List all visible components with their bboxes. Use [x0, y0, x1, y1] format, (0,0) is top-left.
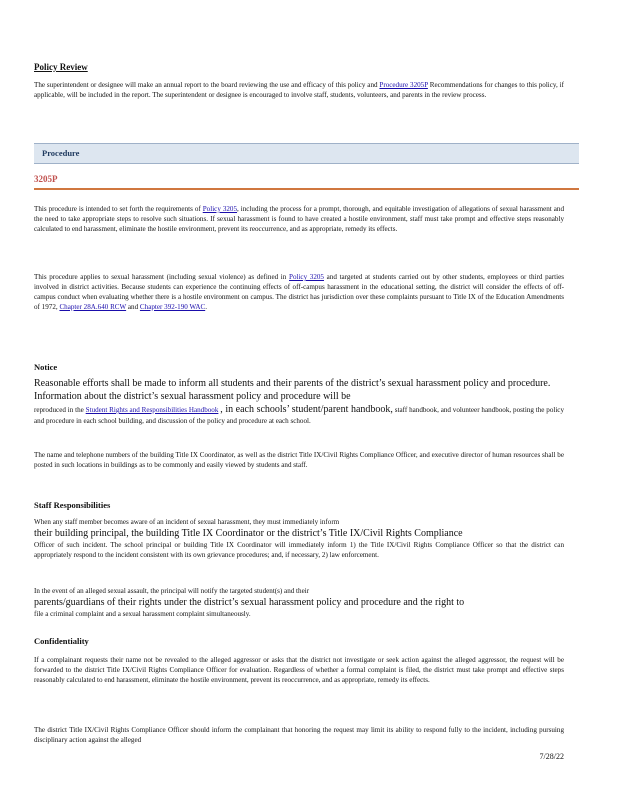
rcw-chapter-link[interactable]: Chapter 28A.640 RCW	[59, 303, 127, 311]
confidentiality-heading: Confidentiality	[34, 636, 89, 646]
policy-review-heading: Policy Review	[34, 62, 88, 72]
policy-review-paragraph: The superintendent or designee will make an annual report to the board reviewing the use and efficacy of this policy and Procedure 3205P Recommendations for changes to this policy, if applicable, will be included in the report. The superintendent or designee is encouraged to involve staff, students, volunteers, and parents in the review process.	[34, 81, 564, 99]
intro-paragraph-2: This procedure applies to sexual harassment (including sexual violence) as defined in Policy 3205 and targeted at students carried out by other students, employees or third parties involved in district activities. Because students can experience the continuing effects of off-campus harassment in the educational setting, the district will consider the effects of off-campus conduct when evaluating whether there is a hostile environment on campus. The district has jurisdiction over these complaints pursuant to Title IX of the Education Amendments of 1972, Chapter 28A.640 RCW and Chapter 392-190 WAC.	[34, 273, 564, 311]
procedure-bar-label: Procedure	[42, 148, 80, 158]
procedure-code-heading: 3205P	[34, 174, 58, 184]
intro-paragraph-1: This procedure is intended to set forth the requirements of Policy 3205, including the process for a prompt, thorough, and equitable investigation of allegations of sexual harassment and the need to take appropriate steps to resolve such situations. If sexual harassment is found to have created a hostile environment, staff must take prompt and effective steps reasonably calculated to end harassment, eliminate the hostile environment, prevent its reoccurrence, and as appropriate, remedy its effects.	[34, 205, 564, 233]
policy-3205-link-2[interactable]: Policy 3205	[289, 273, 324, 281]
notice-paragraph-2: The name and telephone numbers of the building Title IX Coordinator, as well as the district Title IX/Civil Rights Compliance Officer, and executive director of human resources shall be posted in such locations in buildings as to be commonly and easily viewed by students and staff.	[34, 451, 564, 469]
procedure-link[interactable]: Procedure 3205P	[379, 81, 428, 89]
staff-responsibilities-heading: Staff Responsibilities	[34, 500, 111, 510]
staff-paragraph-1: When any staff member becomes aware of an incident of sexual harassment, they must immediately inform their building principal, the building Title IX Coordinator or the district’s Title IX/Civil Rights Compliance Officer of such incident. The school principal or building Title IX Coordinator will immediately inform 1) the Title IX/Civil Rights Compliance Officer so that the district can appropriately respond to the incident consistent with its own grievance procedures; and, if necessary, 2) law enforcement.	[34, 518, 564, 559]
handbook-link[interactable]: Student Rights and Responsibilities Handbook	[85, 406, 219, 414]
footer-date: 7/28/22	[539, 752, 564, 761]
heading-divider	[34, 188, 579, 190]
wac-chapter-link[interactable]: Chapter 392-190 WAC	[139, 303, 206, 311]
notice-paragraph-1: Reasonable efforts shall be made to inform all students and their parents of the district’s sexual harassment policy and procedure. Information about the district’s sexual harassment policy and procedure will be reproduced in the Student Rights and Responsibilities Handbook , in each schools’ student/parent handbook, staff handbook, and volunteer handbook, posting the policy and procedure in each school building, and discussion of the policy and procedure at each school.	[34, 378, 565, 425]
notice-heading: Notice	[34, 362, 58, 372]
procedure-section-bar	[34, 143, 579, 164]
staff-paragraph-2: In the event of an alleged sexual assault, the principal will notify the targeted student(s) and their parents/guardians of their rights under the district’s sexual harassment policy and procedure and the right to file a criminal complaint and a sexual harassment complaint simultaneously.	[34, 587, 465, 618]
confidentiality-paragraph-2: The district Title IX/Civil Rights Compliance Officer should inform the complainant that honoring the request may limit its ability to respond fully to the incident, including pursuing disciplinary action against the alleged	[34, 726, 564, 744]
confidentiality-paragraph-1: If a complainant requests their name not be revealed to the alleged aggressor or asks that the district not investigate or seek action against the alleged aggressor, the request will be forwarded to the district Title IX/Civil Rights Compliance Officer for evaluation. Regardless of whether a formal complaint is filed, the district must take prompt and effective steps reasonably calculated to end harassment, eliminate the hostile environment, prevent its reoccurrence, and as appropriate, remedy its effects.	[34, 656, 564, 684]
policy-3205-link[interactable]: Policy 3205	[202, 205, 238, 213]
